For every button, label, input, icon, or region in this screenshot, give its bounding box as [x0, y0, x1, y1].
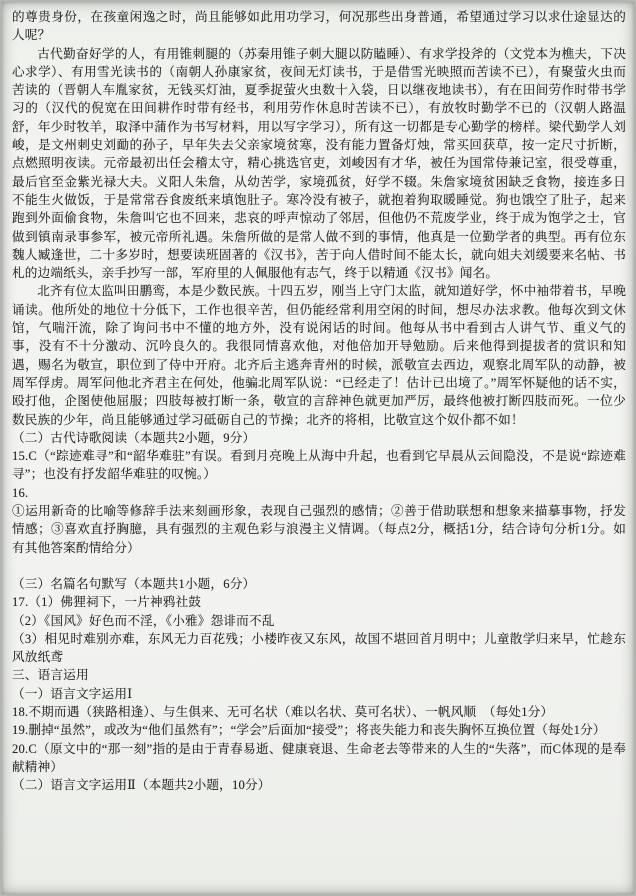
answer-15: 15.C（“踪迹难寻”和“韶华难驻”有误。看到月亮晚上从海中升起，也看到它早晨从云间隐没，不是说“踪迹难寻”；也没有抒发韶华难驻的叹惋。）: [12, 449, 626, 482]
section-heading-poetry-reading: （二）古代诗歌阅读（本题共2小题，9分）: [12, 430, 256, 445]
paper-sheet: [2, 2, 634, 894]
paragraph-intro-continuation: 的尊贵身份，在孩童闲逸之时，尚且能够如此用功学习，何况那些出身普通，希望通过学习以求仕途显达的人呢？: [12, 10, 626, 43]
section-heading-language-use-2: （二）语言文字运用Ⅱ（本题共2小题，10分）: [12, 778, 271, 793]
answer-18: 18.不期而遇（狭路相逢）、与生俱来、无可名状（难以名状、莫可名状）、一帆风顺 （每处1分）: [12, 704, 554, 719]
answer-19: 19.删掉“虽然”，或改为“他们虽然有”；“学会”后面加“接受”；将丧失能力和丧失胸怀互换位置（每处1分）: [12, 723, 606, 738]
section-heading-language-use: 三、语言运用: [12, 668, 89, 683]
answer-16-body: ①运用新奇的比喻等修辞手法来刻画形象，表现自己强烈的感情；②善于借助联想和想象来描摹事物，抒发情感；③喜欢直抒胸臆，具有强烈的主观色彩与浪漫主义情调。（每点2分，概括1分，结合诗句分析1分。如有其他答案酌情给分）: [12, 504, 626, 555]
section-heading-famous-passages: （三）名篇名句默写（本题共1小题，6分）: [12, 576, 256, 591]
document-body: [12, 8, 626, 890]
answer-20: 20.C（原文中的“那一刻”指的是由于青春易逝、健康衰退、生命老去等带来的人生的“失落”，而C体现的是奉献精神）: [12, 741, 626, 774]
paragraph-tian-pengluan: 北齐有位太监叫田鹏鸾，本是少数民族。十四五岁，刚当上守门太监，就知道好学，怀中袖带着书，早晚诵读。他所处的地位十分低下，工作也很辛苦，但仍能经常利用空闲的时间，想尽办法求教。他每次到文休馆，气喘汗流，除了询问书中不懂的地方外，没有说闲话的时间。他每从书中看到古人讲气节、重义气的事，没有不十分激动、沉吟良久的。我很同情喜欢他，对他倍加开导勉励。后来他得到提拔者的赏识和知遇，赐名为敬宣，职位到了侍中开府。北齐后主逃奔青州的时候，派敬宣去西边，观察北周军队的动静，被周军俘虏。周军问他北齐君主在何处，他骗北周军队说：“已经走了！估计已出境了。”周军怀疑他的话不实，殴打他，企图使他屈服；四肢每被打断一条，敬宣的言辞神色就更加严厉，最终他被打断四肢而死。一位少数民族的少年，尚且能够通过学习砥砺自己的节操；北齐的将相，比敬宣这个奴仆都不如！: [12, 284, 626, 427]
answer-17-2: （2）《国风》好色而不淫，《小雅》怨诽而不乱: [12, 613, 275, 628]
answer-16-label: 16.: [12, 485, 29, 500]
answer-17-1: 17.（1）佛狸祠下，一片神鸦社鼓: [12, 595, 202, 610]
paragraph-ancient-scholars: 古代勤奋好学的人，有用锥刺腿的（苏秦用锥子刺大腿以防瞌睡）、有求学投斧的（文党本为樵夫，下决心求学）、有用雪光读书的（南朝人孙康家贫，夜间无灯读书，于是借雪光映照而苦读不已），有聚萤火虫而苦读的（晋朝人车胤家贫，无钱买灯油，夏季捉萤火虫数十入袋，日以继夜地读书），有在田间劳作时带书学习的（汉代的倪宽在田间耕作时带有经书，利用劳作休息时苦读不已），有放牧时勤学不已的（汉朝人路温舒，年少时牧羊，取泽中蒲作为书写材料，用以写字学习），所有这一切都是专心勤学的榜样。梁代勤学人刘峻，是文州刺史刘勔的孙子，早年失去父亲家境贫寒，没有能力置备灯烛，常买回获草，按一定尺寸折断，点燃照明夜读。元帝最初出任会稽太守，精心挑选官吏，刘峻因有才华，被任为国常侍兼记室，很受尊重，最后官至金紫光禄大夫。义阳人朱詹，从幼苦学，家境孤贫，好学不辍。朱詹家境贫困缺乏食物，接连多日不能生火做饭，于是常常吞食废纸来填饱肚子。寒冷没有被子，就抱着狗取暖睡觉。狗也饿空了肚子，起来跑到外面偷食物，朱詹叫它也不回来，悲哀的呼声惊动了邻居，但他仍不荒废学业，终于成为饱学之士，官做到镇南录事参军，被元帝所礼遇。朱詹所做的是常人做不到的事情，他真是一位勤学者的典型。再有位东魏人臧逢世，二十多岁时，想要读班固著的《汉书》，苦于向人借时间不能太长，就向姐夫刘缓要来名帖、书札的边端纸头，亲手抄写一部，军府里的人佩服他有志气，终于以精通《汉书》闻名。: [12, 46, 626, 281]
answer-17-3: （3）相见时难别亦难，东风无力百花残；小楼昨夜又东风，故国不堪回首月明中；儿童散学归来早，忙趁东风放纸鸢: [12, 631, 626, 665]
section-heading-language-use-1: （一）语言文字运用Ⅰ: [12, 686, 133, 701]
